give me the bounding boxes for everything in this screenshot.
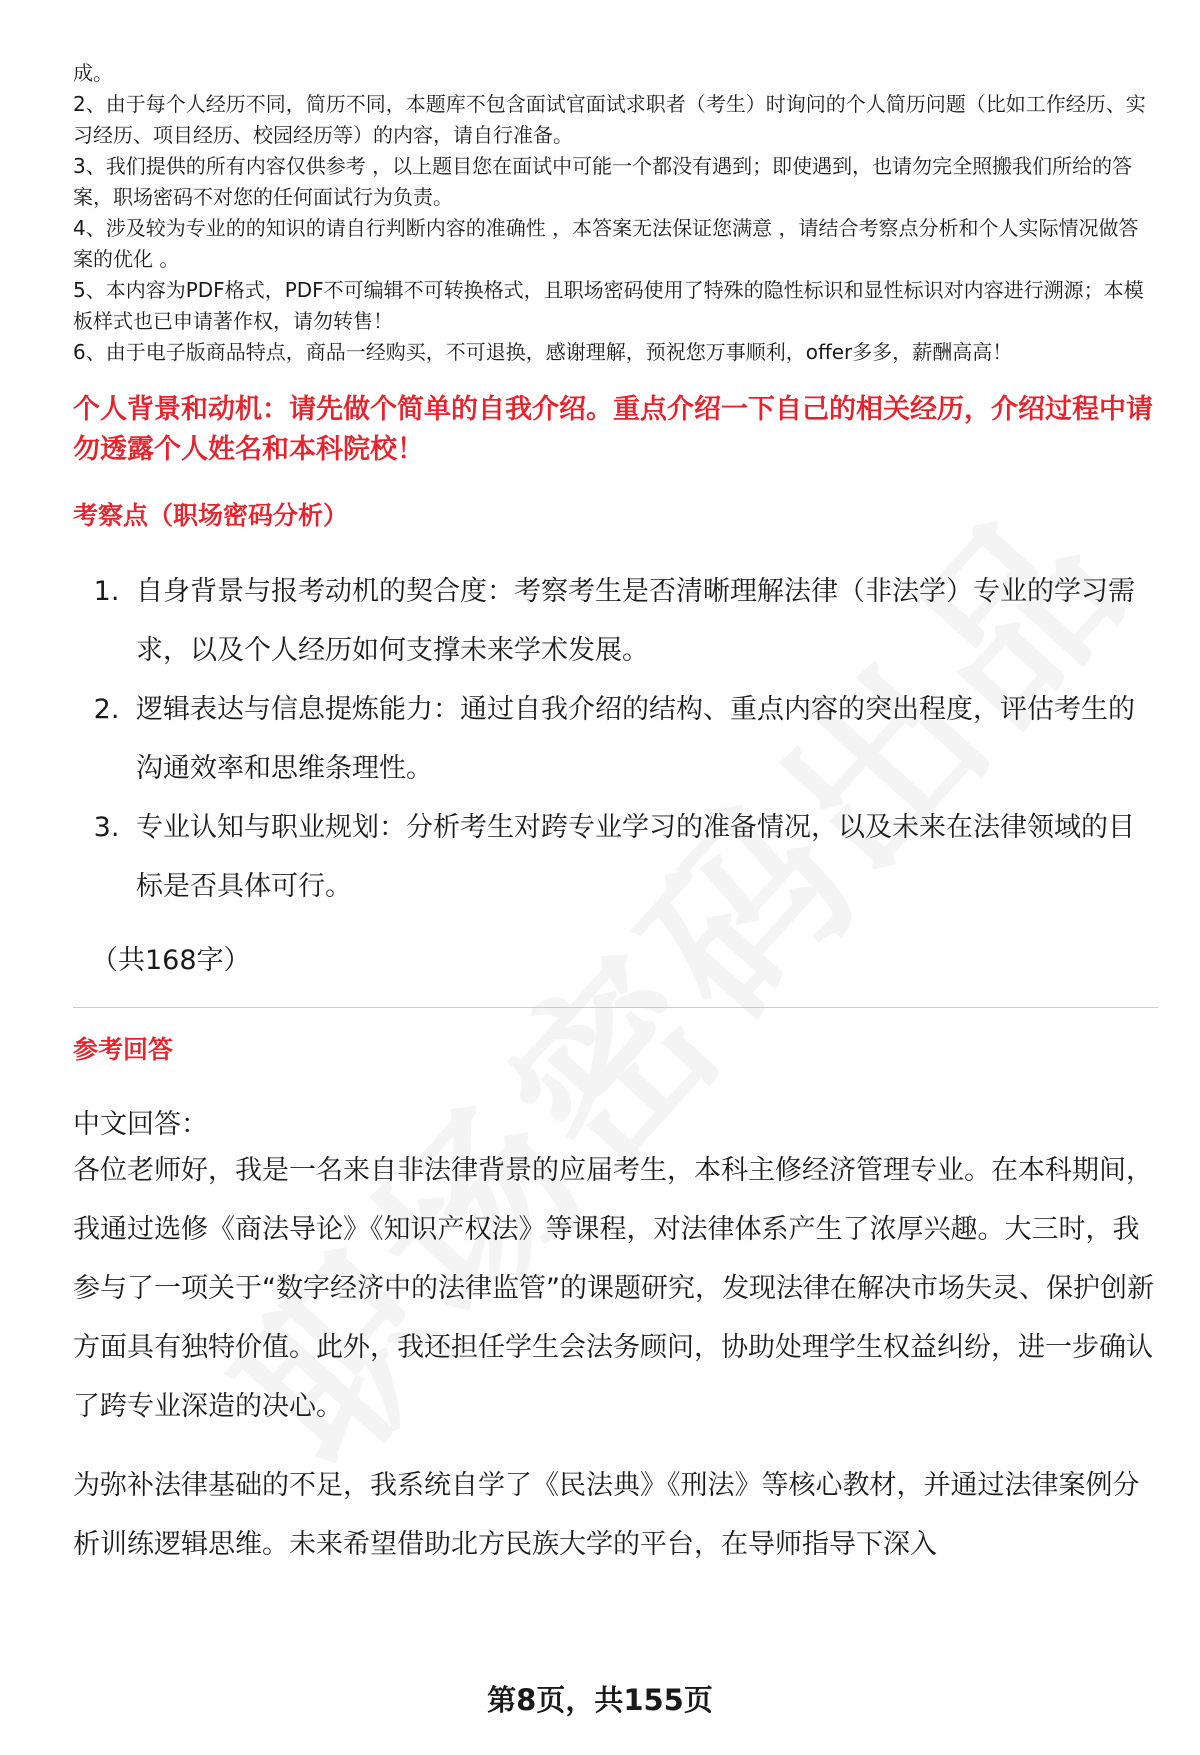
notice-item: 5、本内容为PDF格式，PDF不可编辑不可转换格式，且职场密码使用了特殊的隐性标识和显性标识对内容进行溯源；本模板样式也已申请著作权，请勿转售！ [73,278,1144,333]
answer-heading: 参考回答 [73,1035,174,1064]
analysis-point: 3. 专业认知与职业规划：分析考生对跨专业学习的准备情况，以及未来在法律领域的目标是否具体可行。 [128,798,1158,916]
answer-paragraph: 为弥补法律基础的不足，我系统自学了《民法典》《刑法》等核心教材，并通过法律案例分析训练逻辑思维。未来希望借助北方民族大学的平台，在导师指导下深入 [73,1470,1140,1560]
notice-item: 3、我们提供的所有内容仅供参考 ，以上题目您在面试中可能一个都没有遇到；即使遇到，也请勿完全照搬我们所给的答案，职场密码不对您的任何面试行为负责。 [73,154,1133,209]
analysis-point: 2. 逻辑表达与信息提炼能力：通过自我介绍的结构、重点内容的突出程度，评估考生的沟通效率和思维条理性。 [128,680,1158,798]
notice-item: 2、由于每个人经历不同，简历不同，本题库不包含面试官面试求职者（考生）时询问的个人简历问题（比如工作经历、实习经历、项目经历、校园经历等）的内容，请自行准备。 [73,92,1146,147]
document-page [73,58,1158,1574]
answer-language-label: 中文回答： [73,1109,208,1140]
page-number: 第8页，共155页 [487,1683,713,1717]
answer-paragraph: 各位老师好，我是一名来自非法律背景的应届考生，本科主修经济管理专业。在本科期间，我通过选修《商法导论》《知识产权法》等课程，对法律体系产生了浓厚兴趣。大三时，我参与了一项关于“数字经济中的法律监管”的课题研究，发现法律在解决市场失灵、保护创新方面具有独特价值。此外，我还担任学生会法务顾问，协助处理学生权益纠纷，进一步确认了跨专业深造的决心。 [73,1155,1154,1422]
word-count: （共168字） [91,945,251,976]
question-title: 个人背景和动机：请先做个简单的自我介绍。重点介绍一下自己的相关经历，介绍过程中请勿透露个人姓名和本科院校！ [73,394,1153,465]
analysis-point: 1. 自身背景与报考动机的契合度：考察考生是否清晰理解法律（非法学）专业的学习需求，以及个人经历如何支撑未来学术发展。 [128,562,1158,680]
notice-item: 4、涉及较为专业的的知识的请自行判断内容的准确性 ，本答案无法保证您满意 ，请结合考察点分析和个人实际情况做答案的优化 。 [73,216,1139,271]
notice-item: 6、由于电子版商品特点，商品一经购买，不可退换，感谢理解，预祝您万事顺利，offer多多，薪酬高高！ [73,340,1013,364]
analysis-points [73,562,1158,916]
notice-list [73,58,1158,368]
analysis-heading: 考察点（职场密码分析） [73,501,349,530]
section-divider [73,1007,1158,1008]
notice-item: 成。 [73,61,113,85]
